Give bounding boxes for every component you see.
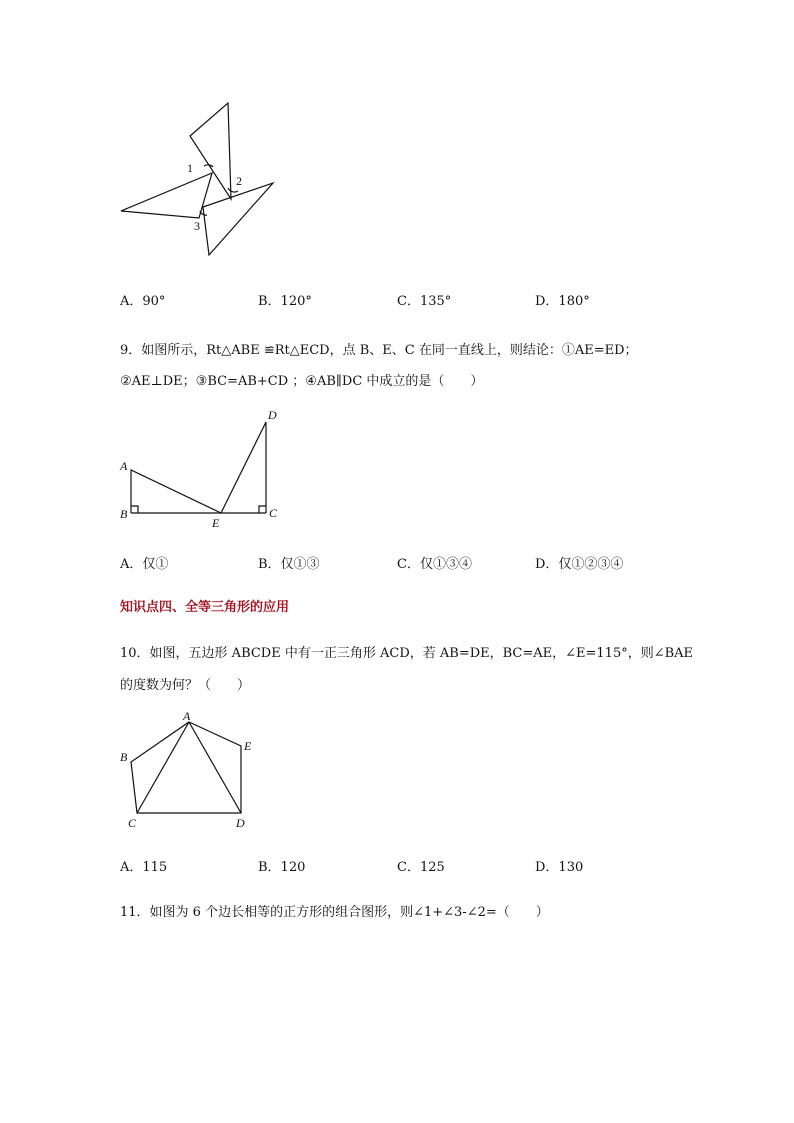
point-label-e: E [212,516,220,530]
q10-text-line1: 10．如图，五边形 ABCDE 中有一正三角形 ACD，若 AB=DE，BC=AE，∠E=115°，则∠BAE [120,646,694,661]
q9-option-c[interactable]: C．仅①③④ [397,557,472,572]
q9-options [0,553,794,573]
q9-option-a[interactable]: A．仅① [120,557,169,572]
pentagon-abcde [131,722,241,813]
q10-option-c[interactable]: C．125 [397,860,445,875]
angle-label-3: 3 [194,219,200,233]
q8-option-d[interactable]: D．180° [535,294,590,309]
triangle-ecd [221,422,266,513]
point-label-b: B [120,507,128,521]
q10-option-b[interactable]: B．120 [258,860,306,875]
vertex-label-b: B [120,750,128,764]
section-title: 知识点四、全等三角形的应用 [120,600,290,615]
q9-text-line2: ②AE⊥DE；③BC=AB+CD ；④AB∥DC 中成立的是（ ） [120,374,484,389]
right-triangle [203,183,273,255]
vertex-label-d: D [236,816,245,830]
vertex-label-e: E [244,739,252,753]
q8-option-a[interactable]: A．90° [120,294,166,309]
right-angle-c [259,506,266,513]
q10-option-d[interactable]: D．130 [535,860,584,875]
q8-options [0,290,794,310]
angle-label-2: 2 [236,174,242,188]
q10-figure [0,705,794,835]
q9-text-line1: 9．如图所示，Rt△ABE ≌Rt△ECD，点 B、E、C 在同一直线上，则结论：①AE=ED； [120,343,638,358]
q8-option-b[interactable]: B．120° [258,294,312,309]
vertex-label-c: C [128,816,137,830]
angle-1-arc [204,165,213,167]
point-label-a: A [120,459,128,473]
vertex-label-a: A [183,709,191,723]
angle-2-arc [228,188,238,192]
left-triangle [121,173,212,218]
q9-option-d[interactable]: D．仅①②③④ [535,557,624,572]
segment-ad [189,722,241,813]
top-triangle [190,103,231,199]
q10-option-a[interactable]: A．115 [120,860,168,875]
q9-figure [0,400,794,540]
q10-text-line2: 的度数为何？（ ） [120,678,251,693]
triangle-abe [131,470,221,513]
q11-text-line1: 11．如图为 6 个边长相等的正方形的组合图形，则∠1+∠3-∠2=（ ） [120,905,549,920]
q10-options [0,856,794,876]
q8-option-c[interactable]: C．135° [397,294,452,309]
angle-label-1: 1 [187,161,193,175]
q8-figure [0,0,794,270]
segment-ac [137,722,189,813]
right-angle-b [131,506,138,513]
q9-option-b[interactable]: B．仅①③ [258,557,320,572]
point-label-c: C [269,506,278,520]
point-label-d: D [268,408,277,422]
